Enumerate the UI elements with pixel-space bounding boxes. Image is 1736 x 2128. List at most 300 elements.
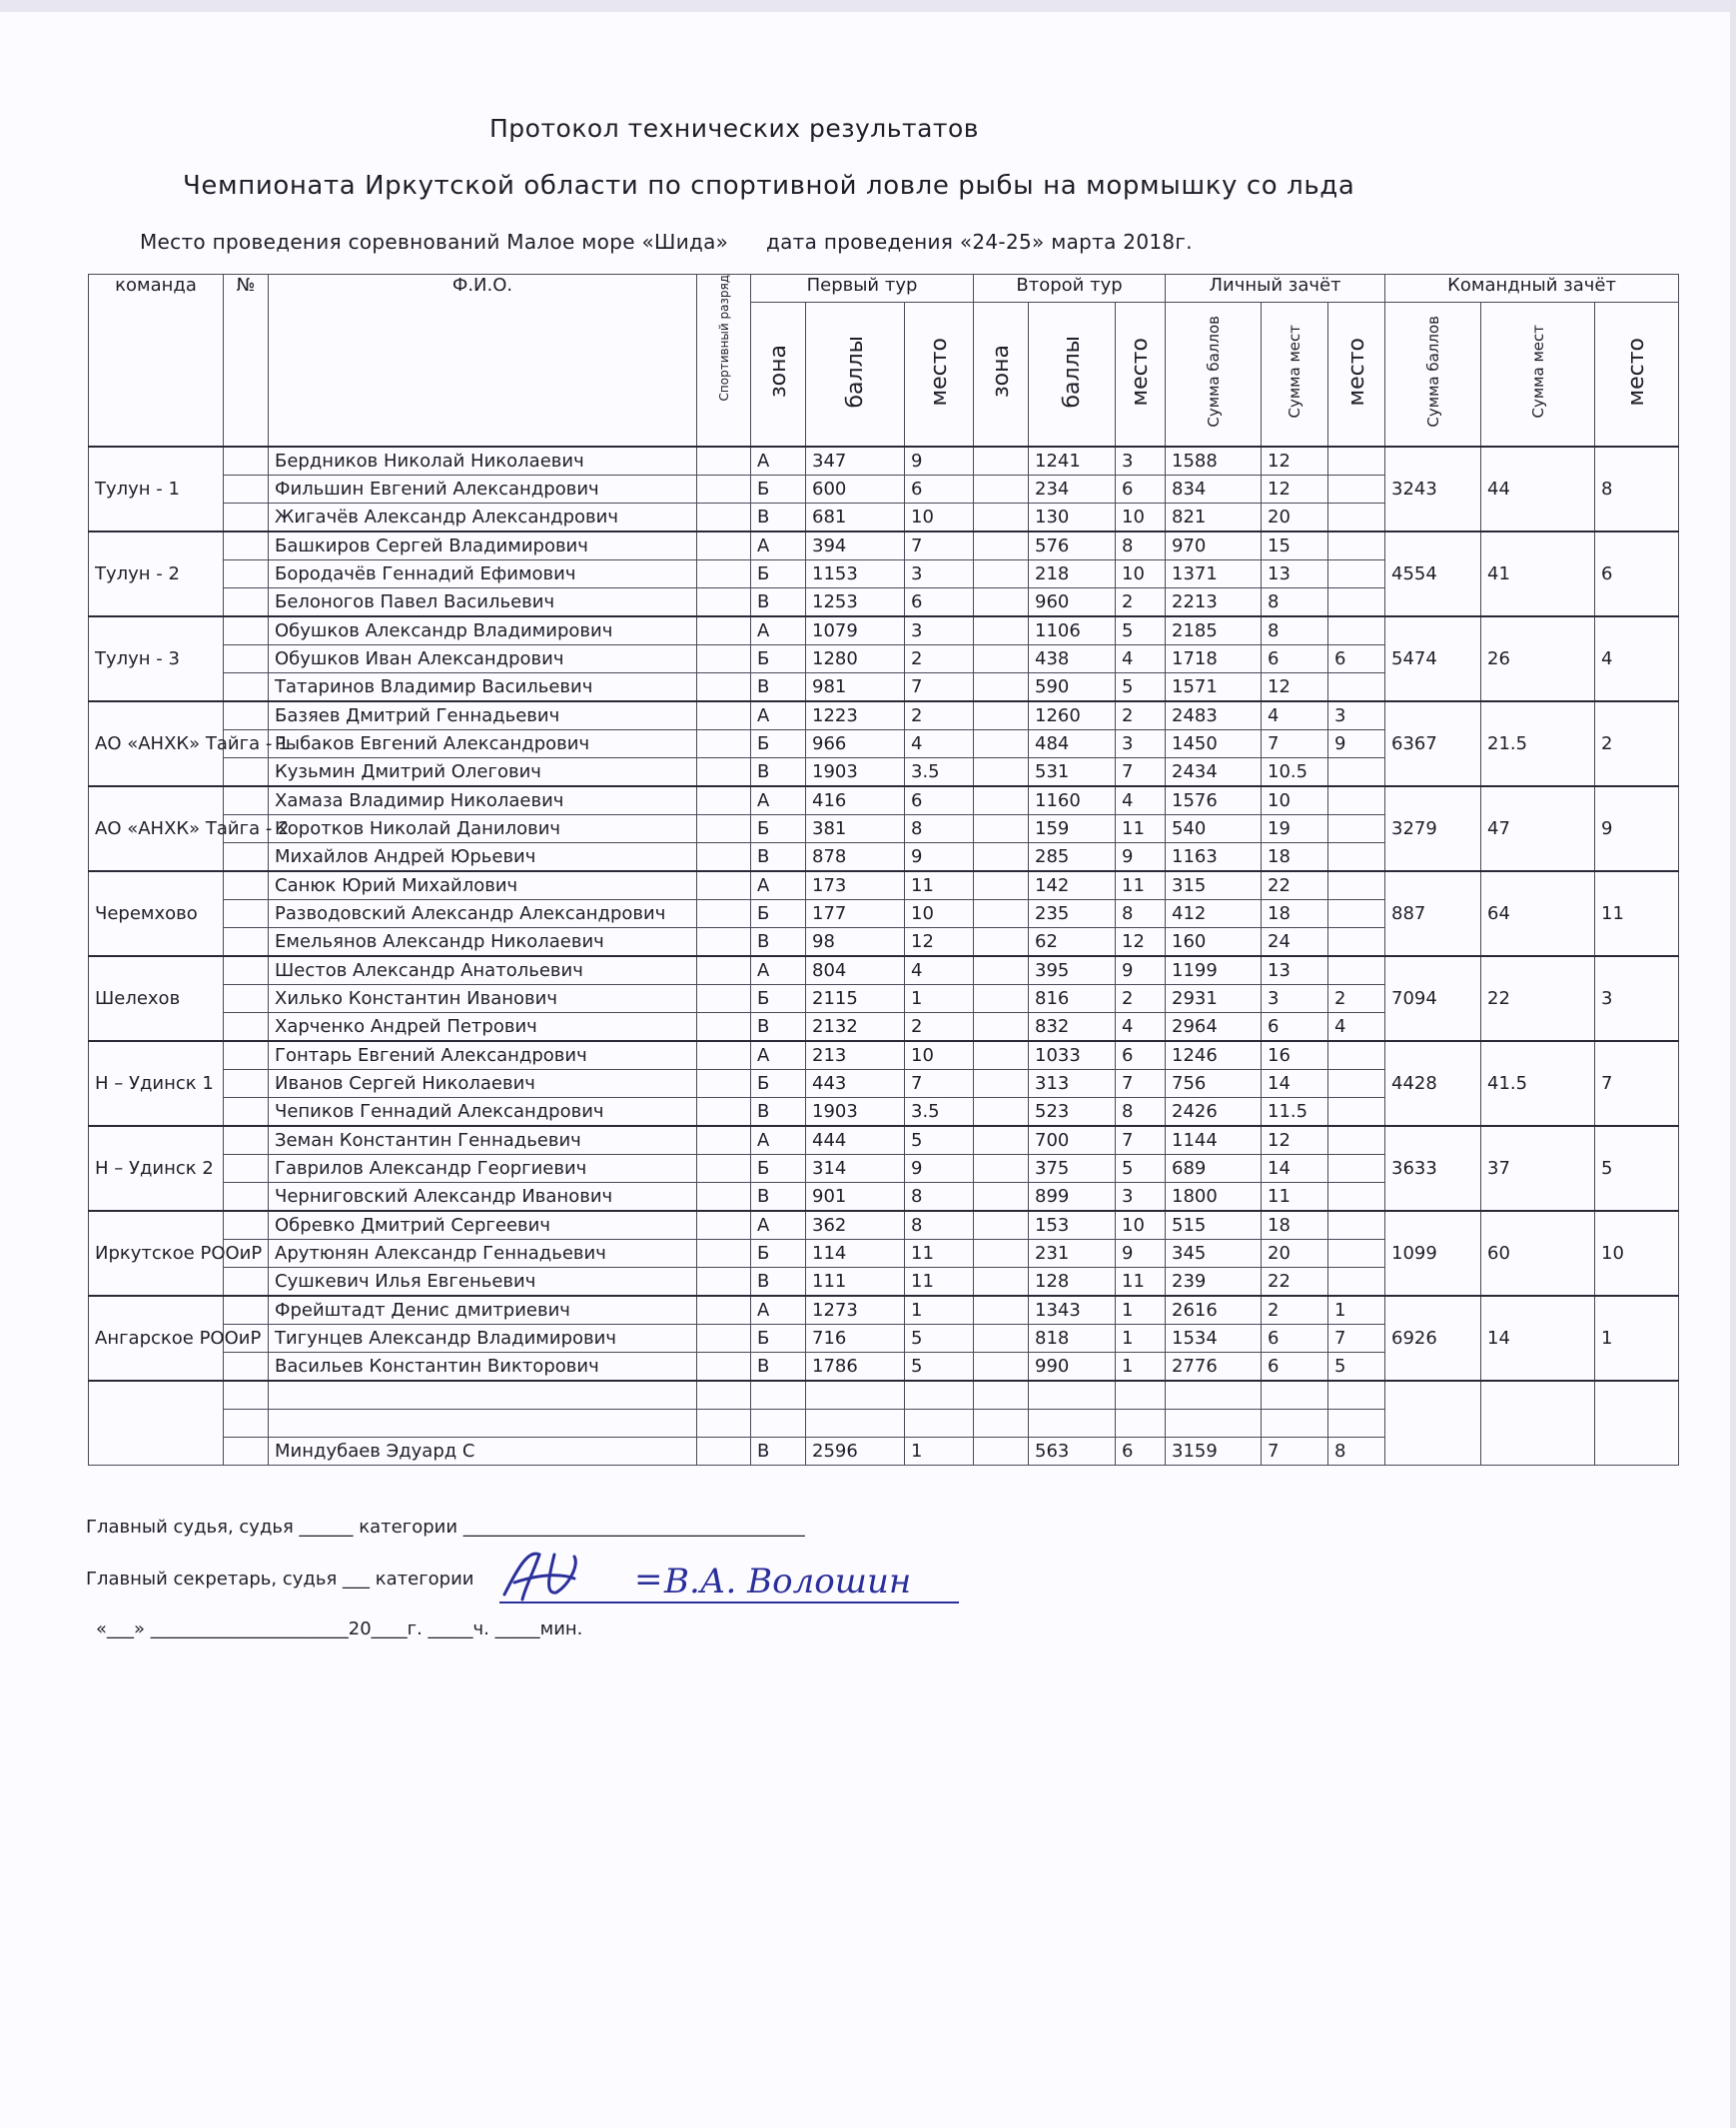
subcol-place-personal-label: место <box>1343 337 1369 407</box>
points2-cell: 590 <box>1029 673 1116 702</box>
number-cell <box>224 1041 269 1070</box>
table-row <box>89 1381 1679 1410</box>
personal-sum-points-cell: 1144 <box>1166 1126 1262 1155</box>
personal-sum-places-cell: 10.5 <box>1262 758 1328 787</box>
zone1-cell: В <box>751 504 806 532</box>
place2-cell <box>1116 1381 1166 1410</box>
zone2-cell <box>974 532 1029 560</box>
place2-cell: 4 <box>1116 1013 1166 1042</box>
personal-place-cell <box>1328 1211 1385 1240</box>
points2-cell: 234 <box>1029 476 1116 504</box>
team-sum-places-cell: 64 <box>1481 871 1595 956</box>
rank-cell <box>697 1070 751 1098</box>
number-cell <box>224 1211 269 1240</box>
place1-cell: 9 <box>905 447 974 476</box>
document-title: Протокол технических результатов <box>489 114 979 143</box>
personal-place-cell <box>1328 447 1385 476</box>
personal-sum-places-cell: 20 <box>1262 1240 1328 1268</box>
points1-cell: 213 <box>806 1041 905 1070</box>
subcol-points-2 <box>1029 303 1116 448</box>
personal-sum-places-cell: 15 <box>1262 532 1328 560</box>
personal-place-cell: 8 <box>1328 1438 1385 1466</box>
place2-cell: 10 <box>1116 560 1166 588</box>
personal-sum-places-cell: 13 <box>1262 560 1328 588</box>
personal-sum-places-cell: 12 <box>1262 1126 1328 1155</box>
fio-cell: Жигачёв Александр Александрович <box>269 504 697 532</box>
zone2-cell <box>974 701 1029 730</box>
place1-cell: 1 <box>905 1438 974 1466</box>
subcol-points-1 <box>806 303 905 448</box>
team-place-cell: 7 <box>1595 1041 1679 1126</box>
fio-cell: Иванов Сергей Николаевич <box>269 1070 697 1098</box>
personal-sum-places-cell: 12 <box>1262 673 1328 702</box>
place1-cell: 4 <box>905 956 974 985</box>
points1-cell: 1273 <box>806 1296 905 1325</box>
zone2-cell <box>974 588 1029 617</box>
fio-cell: Базяев Дмитрий Геннадьевич <box>269 701 697 730</box>
fio-cell: Обревко Дмитрий Сергеевич <box>269 1211 697 1240</box>
team-place-cell: 9 <box>1595 786 1679 871</box>
points1-cell: 314 <box>806 1155 905 1183</box>
personal-sum-places-cell: 13 <box>1262 956 1328 985</box>
zone2-cell <box>974 815 1029 843</box>
team-sum-points-cell: 4554 <box>1385 532 1481 616</box>
rank-cell <box>697 476 751 504</box>
points2-cell: 990 <box>1029 1353 1116 1382</box>
number-cell <box>224 447 269 476</box>
number-cell <box>224 843 269 872</box>
points1-cell: 2596 <box>806 1438 905 1466</box>
zone1-cell: А <box>751 447 806 476</box>
points1-cell: 1153 <box>806 560 905 588</box>
personal-place-cell <box>1328 1155 1385 1183</box>
team-sum-points-cell: 4428 <box>1385 1041 1481 1126</box>
table-row <box>89 1211 1679 1240</box>
personal-sum-places-cell <box>1262 1410 1328 1438</box>
personal-sum-points-cell: 1371 <box>1166 560 1262 588</box>
personal-place-cell <box>1328 1410 1385 1438</box>
handwritten-signature <box>494 1545 964 1606</box>
zone1-cell: Б <box>751 476 806 504</box>
team-sum-places-cell: 26 <box>1481 616 1595 701</box>
place2-cell <box>1116 1410 1166 1438</box>
results-body <box>89 447 1679 1466</box>
fio-cell: Обушков Иван Александрович <box>269 645 697 673</box>
fio-cell: Фильшин Евгений Александрович <box>269 476 697 504</box>
personal-place-cell <box>1328 673 1385 702</box>
place1-cell: 10 <box>905 900 974 928</box>
team-sum-points-cell: 5474 <box>1385 616 1481 701</box>
team-sum-places-cell: 47 <box>1481 786 1595 871</box>
personal-place-cell <box>1328 815 1385 843</box>
zone2-cell <box>974 504 1029 532</box>
team-sum-places-cell: 21.5 <box>1481 701 1595 786</box>
subcol-sum-points-personal <box>1166 303 1262 448</box>
points1-cell: 1903 <box>806 758 905 787</box>
points1-cell: 98 <box>806 928 905 957</box>
event-place: Место проведения соревнований Малое море «Шида» <box>140 230 729 254</box>
place1-cell <box>905 1410 974 1438</box>
points2-cell: 960 <box>1029 588 1116 617</box>
team-place-cell: 3 <box>1595 956 1679 1041</box>
fio-cell: Миндубаев Эдуард С <box>269 1438 697 1466</box>
zone1-cell: В <box>751 588 806 617</box>
personal-place-cell <box>1328 1126 1385 1155</box>
col-rank <box>697 275 751 448</box>
personal-sum-places-cell: 14 <box>1262 1070 1328 1098</box>
personal-place-cell <box>1328 1240 1385 1268</box>
rank-cell <box>697 1098 751 1127</box>
zone2-cell <box>974 928 1029 957</box>
personal-sum-places-cell: 8 <box>1262 616 1328 645</box>
zone2-cell <box>974 1070 1029 1098</box>
zone1-cell: В <box>751 758 806 787</box>
chief-judge-line: Главный судья, судья ______ категории ______________________________________ <box>86 1517 805 1538</box>
personal-place-cell <box>1328 588 1385 617</box>
zone2-cell <box>974 871 1029 900</box>
fio-cell: Разводовский Александр Александрович <box>269 900 697 928</box>
points1-cell: 114 <box>806 1240 905 1268</box>
personal-place-cell: 6 <box>1328 645 1385 673</box>
zone1-cell: А <box>751 1126 806 1155</box>
team-place-cell: 10 <box>1595 1211 1679 1296</box>
personal-place-cell <box>1328 1268 1385 1297</box>
place2-cell: 11 <box>1116 815 1166 843</box>
personal-sum-points-cell: 2964 <box>1166 1013 1262 1042</box>
team-place-cell: 8 <box>1595 447 1679 532</box>
number-cell <box>224 758 269 787</box>
zone2-cell <box>974 1353 1029 1382</box>
rank-cell <box>697 616 751 645</box>
col-team: команда <box>89 275 224 448</box>
points1-cell: 966 <box>806 730 905 758</box>
col-rank-label: Спортивный разряд <box>716 275 731 402</box>
points2-cell: 153 <box>1029 1211 1116 1240</box>
fio-cell: Васильев Константин Викторович <box>269 1353 697 1382</box>
col-personal: Личный зачёт <box>1166 275 1385 303</box>
fio-cell: Кузьмин Дмитрий Олегович <box>269 758 697 787</box>
rank-cell <box>697 1296 751 1325</box>
points2-cell: 62 <box>1029 928 1116 957</box>
zone1-cell: В <box>751 1013 806 1042</box>
rank-cell <box>697 1410 751 1438</box>
table-row <box>89 1126 1679 1155</box>
place2-cell: 10 <box>1116 504 1166 532</box>
points2-cell: 395 <box>1029 956 1116 985</box>
rank-cell <box>697 504 751 532</box>
rank-cell <box>697 645 751 673</box>
zone2-cell <box>974 1381 1029 1410</box>
points2-cell: 231 <box>1029 1240 1116 1268</box>
rank-cell <box>697 900 751 928</box>
rank-cell <box>697 758 751 787</box>
personal-sum-places-cell: 16 <box>1262 1041 1328 1070</box>
subcol-sum-places-team <box>1481 303 1595 448</box>
team-sum-points-cell <box>1385 1381 1481 1466</box>
points1-cell: 1280 <box>806 645 905 673</box>
place2-cell: 4 <box>1116 645 1166 673</box>
team-name-cell: АО «АНХК» Тайга - 1 <box>89 701 224 786</box>
zone1-cell: Б <box>751 985 806 1013</box>
fio-cell: Емельянов Александр Николаевич <box>269 928 697 957</box>
fio-cell <box>269 1410 697 1438</box>
personal-sum-places-cell: 12 <box>1262 476 1328 504</box>
fio-cell: Михайлов Андрей Юрьевич <box>269 843 697 872</box>
number-cell <box>224 701 269 730</box>
subcol-sum-places-team-label: Сумма мест <box>1528 325 1547 419</box>
team-sum-points-cell: 3243 <box>1385 447 1481 532</box>
fio-cell: Фрейштадт Денис дмитриевич <box>269 1296 697 1325</box>
number-cell <box>224 1353 269 1382</box>
zone1-cell: Б <box>751 730 806 758</box>
points1-cell: 1786 <box>806 1353 905 1382</box>
personal-sum-points-cell <box>1166 1410 1262 1438</box>
points2-cell: 1160 <box>1029 786 1116 815</box>
personal-sum-places-cell: 10 <box>1262 786 1328 815</box>
points2-cell: 235 <box>1029 900 1116 928</box>
personal-sum-places-cell: 12 <box>1262 447 1328 476</box>
table-row <box>89 871 1679 900</box>
rank-cell <box>697 985 751 1013</box>
number-cell <box>224 956 269 985</box>
place2-cell: 7 <box>1116 758 1166 787</box>
personal-sum-points-cell: 1450 <box>1166 730 1262 758</box>
team-name-cell: Шелехов <box>89 956 224 1041</box>
team-name-cell: Тулун - 3 <box>89 616 224 701</box>
team-name-cell: Н – Удинск 2 <box>89 1126 224 1211</box>
personal-sum-places-cell <box>1262 1381 1328 1410</box>
place2-cell: 1 <box>1116 1296 1166 1325</box>
team-sum-places-cell <box>1481 1381 1595 1466</box>
points1-cell: 600 <box>806 476 905 504</box>
zone2-cell <box>974 1268 1029 1297</box>
fio-cell: Белоногов Павел Васильевич <box>269 588 697 617</box>
place1-cell: 11 <box>905 1268 974 1297</box>
rank-cell <box>697 701 751 730</box>
number-cell <box>224 928 269 957</box>
fio-cell: Рыбаков Евгений Александрович <box>269 730 697 758</box>
personal-sum-places-cell: 6 <box>1262 1325 1328 1353</box>
zone1-cell: А <box>751 1296 806 1325</box>
number-cell <box>224 532 269 560</box>
subcol-zone-2-label: зона <box>988 345 1014 399</box>
personal-sum-points-cell: 689 <box>1166 1155 1262 1183</box>
points1-cell: 444 <box>806 1126 905 1155</box>
team-name-cell: Ангарское РООиР <box>89 1296 224 1381</box>
team-place-cell: 6 <box>1595 532 1679 616</box>
place2-cell: 11 <box>1116 1268 1166 1297</box>
date-line: «___» ______________________20____г. _____ч. _____мин. <box>96 1618 583 1639</box>
place2-cell: 6 <box>1116 476 1166 504</box>
team-sum-places-cell: 37 <box>1481 1126 1595 1211</box>
personal-sum-places-cell: 6 <box>1262 1013 1328 1042</box>
team-sum-places-cell: 14 <box>1481 1296 1595 1381</box>
zone1-cell: В <box>751 1268 806 1297</box>
team-name-cell <box>89 1381 224 1466</box>
points1-cell <box>806 1381 905 1410</box>
rank-cell <box>697 1381 751 1410</box>
rank-cell <box>697 447 751 476</box>
points1-cell: 878 <box>806 843 905 872</box>
points1-cell: 443 <box>806 1070 905 1098</box>
rank-cell <box>697 532 751 560</box>
personal-sum-places-cell: 6 <box>1262 1353 1328 1382</box>
zone2-cell <box>974 1098 1029 1127</box>
rank-cell <box>697 1240 751 1268</box>
place2-cell: 8 <box>1116 532 1166 560</box>
table-row <box>89 701 1679 730</box>
place2-cell: 7 <box>1116 1070 1166 1098</box>
personal-sum-points-cell: 1576 <box>1166 786 1262 815</box>
points2-cell: 484 <box>1029 730 1116 758</box>
subcol-sum-points-team-label: Сумма баллов <box>1423 316 1442 428</box>
team-place-cell: 4 <box>1595 616 1679 701</box>
fio-cell: Гонтарь Евгений Александрович <box>269 1041 697 1070</box>
number-cell <box>224 786 269 815</box>
zone2-cell <box>974 1041 1029 1070</box>
rank-cell <box>697 1211 751 1240</box>
signature-name: = <box>634 1560 663 1599</box>
points1-cell: 1223 <box>806 701 905 730</box>
place2-cell: 5 <box>1116 673 1166 702</box>
personal-place-cell <box>1328 616 1385 645</box>
fio-cell <box>269 1381 697 1410</box>
points2-cell: 832 <box>1029 1013 1116 1042</box>
zone1-cell: В <box>751 1098 806 1127</box>
personal-sum-points-cell: 1163 <box>1166 843 1262 872</box>
place2-cell: 1 <box>1116 1353 1166 1382</box>
personal-place-cell: 7 <box>1328 1325 1385 1353</box>
rank-cell <box>697 928 751 957</box>
points2-cell: 313 <box>1029 1070 1116 1098</box>
place2-cell: 8 <box>1116 900 1166 928</box>
rank-cell <box>697 1353 751 1382</box>
zone1-cell: Б <box>751 645 806 673</box>
place2-cell: 10 <box>1116 1211 1166 1240</box>
place2-cell: 2 <box>1116 985 1166 1013</box>
points2-cell: 159 <box>1029 815 1116 843</box>
personal-sum-points-cell: 2434 <box>1166 758 1262 787</box>
number-cell <box>224 1438 269 1466</box>
team-name-cell: Н – Удинск 1 <box>89 1041 224 1126</box>
number-cell <box>224 504 269 532</box>
fio-cell: Хилько Константин Иванович <box>269 985 697 1013</box>
number-cell <box>224 1013 269 1042</box>
place1-cell: 2 <box>905 1013 974 1042</box>
team-name-cell: Иркутское РООиР <box>89 1211 224 1296</box>
subcol-place-2-label: место <box>1128 337 1154 407</box>
rank-cell <box>697 956 751 985</box>
fio-cell: Шестов Александр Анатольевич <box>269 956 697 985</box>
signature-text: В.А. Волошин <box>664 1562 912 1601</box>
rank-cell <box>697 871 751 900</box>
personal-sum-points-cell: 2426 <box>1166 1098 1262 1127</box>
zone1-cell: Б <box>751 1070 806 1098</box>
team-name-cell: АО «АНХК» Тайга - 2 <box>89 786 224 871</box>
points2-cell: 1241 <box>1029 447 1116 476</box>
place2-cell: 3 <box>1116 1183 1166 1212</box>
personal-place-cell: 4 <box>1328 1013 1385 1042</box>
points2-cell <box>1029 1381 1116 1410</box>
personal-place-cell <box>1328 786 1385 815</box>
personal-sum-points-cell: 2616 <box>1166 1296 1262 1325</box>
points2-cell: 1033 <box>1029 1041 1116 1070</box>
place1-cell: 2 <box>905 701 974 730</box>
personal-sum-points-cell: 834 <box>1166 476 1262 504</box>
rank-cell <box>697 1268 751 1297</box>
subcol-place-team <box>1595 303 1679 448</box>
points1-cell <box>806 1410 905 1438</box>
subcol-sum-places-personal <box>1262 303 1328 448</box>
rank-cell <box>697 1041 751 1070</box>
personal-sum-points-cell: 2185 <box>1166 616 1262 645</box>
place1-cell: 3 <box>905 616 974 645</box>
rank-cell <box>697 730 751 758</box>
fio-cell: Хамаза Владимир Николаевич <box>269 786 697 815</box>
col-round2: Второй тур <box>974 275 1166 303</box>
number-cell <box>224 1381 269 1410</box>
table-row <box>89 1296 1679 1325</box>
points1-cell: 362 <box>806 1211 905 1240</box>
number-cell <box>224 673 269 702</box>
team-name-cell: Тулун - 2 <box>89 532 224 616</box>
points2-cell: 531 <box>1029 758 1116 787</box>
place1-cell: 12 <box>905 928 974 957</box>
place1-cell: 9 <box>905 843 974 872</box>
rank-cell <box>697 588 751 617</box>
personal-sum-places-cell: 22 <box>1262 1268 1328 1297</box>
place2-cell: 9 <box>1116 1240 1166 1268</box>
personal-place-cell <box>1328 928 1385 957</box>
number-cell <box>224 645 269 673</box>
personal-sum-points-cell: 2483 <box>1166 701 1262 730</box>
zone1-cell: Б <box>751 815 806 843</box>
place2-cell: 3 <box>1116 447 1166 476</box>
zone2-cell <box>974 1126 1029 1155</box>
place1-cell: 11 <box>905 871 974 900</box>
personal-place-cell <box>1328 1098 1385 1127</box>
points1-cell: 681 <box>806 504 905 532</box>
points1-cell: 177 <box>806 900 905 928</box>
place1-cell: 7 <box>905 532 974 560</box>
points2-cell: 1260 <box>1029 701 1116 730</box>
points2-cell: 816 <box>1029 985 1116 1013</box>
personal-sum-places-cell: 18 <box>1262 900 1328 928</box>
points2-cell: 563 <box>1029 1438 1116 1466</box>
number-cell <box>224 1410 269 1438</box>
zone1-cell: А <box>751 616 806 645</box>
fio-cell: Коротков Николай Данилович <box>269 815 697 843</box>
points1-cell: 981 <box>806 673 905 702</box>
points1-cell: 416 <box>806 786 905 815</box>
zone2-cell <box>974 758 1029 787</box>
scan-border-right <box>1730 0 1736 2128</box>
number-cell <box>224 1098 269 1127</box>
personal-place-cell <box>1328 1381 1385 1410</box>
place1-cell: 7 <box>905 1070 974 1098</box>
number-cell <box>224 616 269 645</box>
zone1-cell: А <box>751 532 806 560</box>
points2-cell: 899 <box>1029 1183 1116 1212</box>
zone2-cell <box>974 616 1029 645</box>
zone2-cell <box>974 843 1029 872</box>
subcol-place-2 <box>1116 303 1166 448</box>
fio-cell: Арутюнян Александр Геннадьевич <box>269 1240 697 1268</box>
personal-place-cell <box>1328 871 1385 900</box>
table-row <box>89 956 1679 985</box>
place1-cell: 1 <box>905 985 974 1013</box>
place1-cell: 5 <box>905 1325 974 1353</box>
